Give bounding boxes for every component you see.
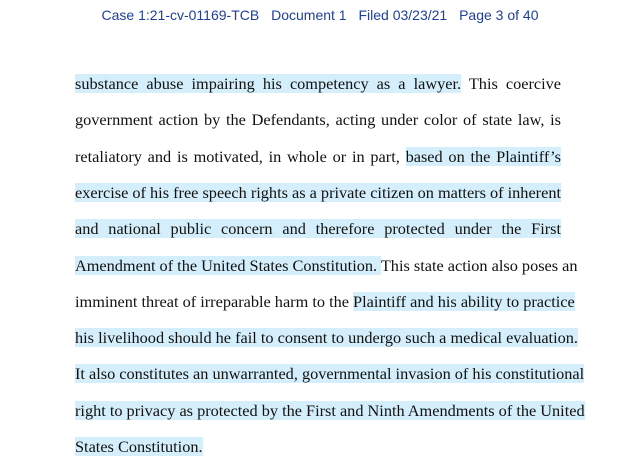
highlighted-text: his livelihood should he fail to consent to undergo such a medical evaluation. bbox=[75, 328, 578, 348]
text-line bbox=[75, 400, 585, 421]
text-segment: This state action also poses an bbox=[380, 255, 578, 275]
text-line bbox=[75, 437, 561, 457]
highlighted-text: It also constitutes an unwarranted, governmental invasion of his constitutional bbox=[75, 364, 585, 384]
text-line bbox=[75, 255, 578, 276]
text-line bbox=[75, 364, 585, 384]
case-number: Case 1:21-cv-01169-TCB bbox=[101, 7, 260, 23]
highlighted-text: and national public concern and therefore protected under the First bbox=[75, 219, 561, 239]
highlighted-text: exercise of his free speech rights as a private citizen on matters of inherent bbox=[75, 182, 561, 202]
page-indicator: Page 3 of 40 bbox=[459, 7, 539, 23]
text-line bbox=[75, 219, 561, 239]
highlighted-text: States Constitution. bbox=[75, 437, 203, 456]
text-line bbox=[75, 110, 561, 130]
filed-date: Filed 03/23/21 bbox=[358, 7, 448, 23]
highlighted-text: right to privacy as protected by the First and Ninth Amendments of the United bbox=[75, 400, 585, 420]
text-segment: retaliatory and is motivated, in whole or in part, bbox=[75, 146, 406, 166]
text-line bbox=[75, 74, 561, 94]
highlighted-text: Amendment of the United States Constitution. bbox=[75, 255, 381, 275]
highlighted-text: Plaintiff and his ability to practice bbox=[353, 291, 575, 311]
highlighted-text: substance abuse impairing his competency as a lawyer. bbox=[75, 74, 462, 93]
text-segment: government action by the Defendants, acting under color of state law, is bbox=[75, 110, 561, 130]
text-segment: This coercive bbox=[461, 74, 561, 93]
text-line bbox=[75, 147, 561, 167]
text-line bbox=[75, 291, 575, 312]
highlighted-text: based on the Plaintiff’s bbox=[405, 146, 561, 166]
text-line bbox=[75, 328, 578, 348]
text-line bbox=[75, 183, 561, 203]
text-segment: imminent threat of irreparable harm to the bbox=[75, 291, 354, 311]
document-number: Document 1 bbox=[271, 7, 347, 23]
